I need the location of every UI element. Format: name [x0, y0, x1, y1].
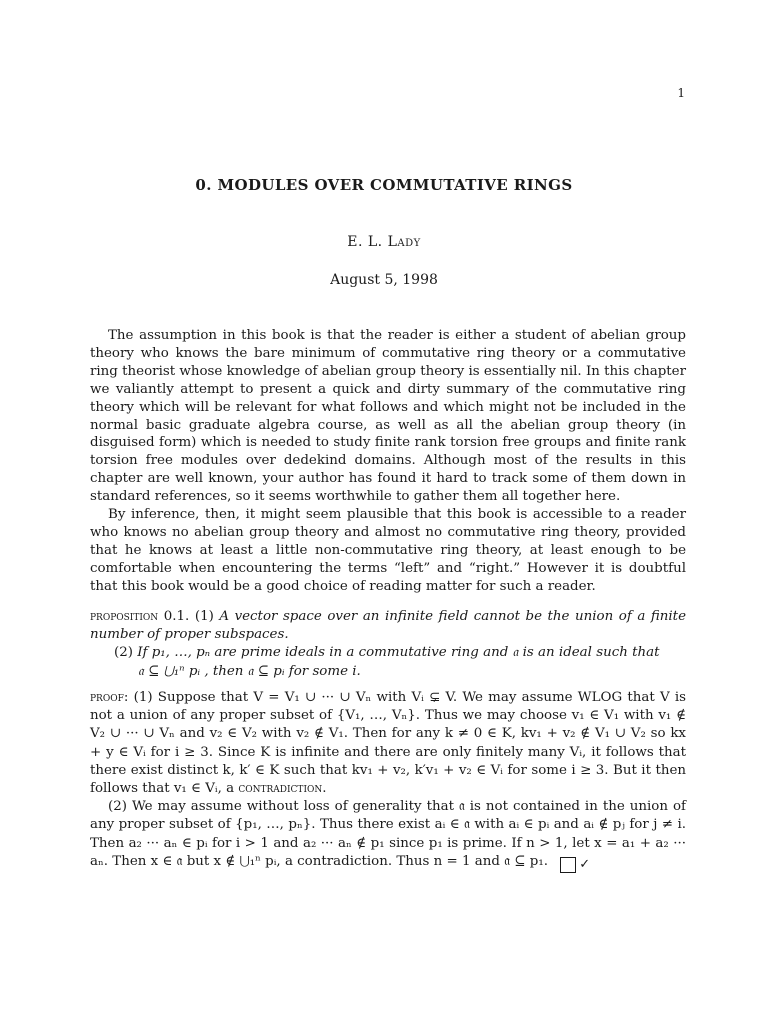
chapter-title: 0. MODULES OVER COMMUTATIVE RINGS — [195, 176, 573, 194]
proposition-item-2 — [90, 644, 686, 662]
intro-paragraph-1: The assumption in this book is that the reader is either a student of abelian group theory who knows the bare minimum of commutative ring theory or a commutative ring theorist whose knowledge of abelian group theory is essentially nil. In this chapter we valiantly attempt to present a quick and dirty summary of the commutative ring theory which will be relevant for what follows and which might not be included in the normal basic graduate algebra course, as well as all the abelian group theory (in disguised form) which is needed to study finite rank torsion free groups and finite rank torsion free modules over dedekind domains. Although most of the results in this chapter are well known, your author has found it hard to track some of them down in standard references, so it seems worthwhile to gather them all together here. — [90, 328, 686, 505]
proposition-number: 0.1. — [163, 609, 190, 624]
proof-part-2-text: (2) We may assume without loss of generality that 𝔞 is not contained in the union of any proper subset of {p₁, …, pₙ}. Thus there exist aᵢ ∈ 𝔞 with aᵢ ∈ pᵢ and aᵢ ∉ pⱼ for j ≠ i. Then a₂ ··· aₙ ∈ pᵢ for i > 1 and a₂ ··· aₙ ∉ p₁ since p₁ is prime. If n > 1, let x = a₁ + a₂ ··· aₙ. Then x ∈ 𝔞 but x ∉ ⋃₁ⁿ pᵢ, a contradiction. Thus n = 1 and 𝔞 ⊆ p₁. — [90, 799, 686, 869]
proposition-label: proposition — [90, 609, 159, 624]
date: August 5, 1998 — [330, 272, 438, 288]
proposition-item-1-number: (1) — [194, 609, 214, 624]
introduction — [90, 327, 686, 596]
proof-paragraph-1 — [90, 689, 686, 798]
proposition-item-2-number: (2) — [114, 645, 133, 661]
proof-paragraph-2 — [90, 798, 686, 873]
contradiction-word: contradiction. — [238, 781, 327, 797]
proof-part-1-text: (1) Suppose that V = V₁ ∪ ··· ∪ Vₙ with Vᵢ ⊊ V. We may assume WLOG that V is not a union of any proper subset of {V₁, …, Vₙ}. Thus we may choose v₁ ∈ V₁ with v₁ ∉ V₂ ∪ ··· ∪ Vₙ and v₂ ∈ V₂ with v₂ ∉ V₁. Then for any k ≠ 0 ∈ K, kv₁ + v₂ ∉ V₁ ∪ V₂ so kx + y ∈ Vᵢ for i ≥ 3. Since K is infinite and there are only finitely many Vᵢ, it follows that there exist distinct k, k′ ∈ K such that kv₁ + v₂, k′v₁ + v₂ ∈ Vᵢ for some i ≥ 3. But it then follows that v₁ ∈ Vᵢ, a — [90, 690, 686, 797]
intro-paragraph-2: By inference, then, it might seem plausible that this book is accessible to a reader who knows no abelian group theory and almost no commutative ring theory, provided that he knows at least a little non-commutative ring theory, at least enough to be comfortable when encountering the terms “left” and “right.” However it is doubtful that this book would be a good choice of reading matter for such a reader. — [90, 507, 686, 594]
qed-box-icon: ✓ — [560, 857, 576, 873]
author: E. L. Lady — [347, 234, 421, 250]
page-number: 1 — [677, 86, 685, 100]
proposition-item-2-text: If p₁, …, pₙ are prime ideals in a commutative ring and 𝔞 is an ideal such that — [137, 645, 660, 661]
proposition-block — [90, 608, 686, 681]
proposition-item-1-text: A vector space over an infinite field cannot be the union of a finite number of proper subspaces. — [90, 609, 686, 643]
proposition-item-2-continued: 𝔞 ⊆ ⋃₁ⁿ pᵢ , then 𝔞 ⊆ pᵢ for some i. — [138, 663, 361, 679]
proposition-item-1 — [90, 608, 686, 644]
proof-block — [90, 689, 686, 873]
proof-label: proof: — [90, 690, 129, 705]
